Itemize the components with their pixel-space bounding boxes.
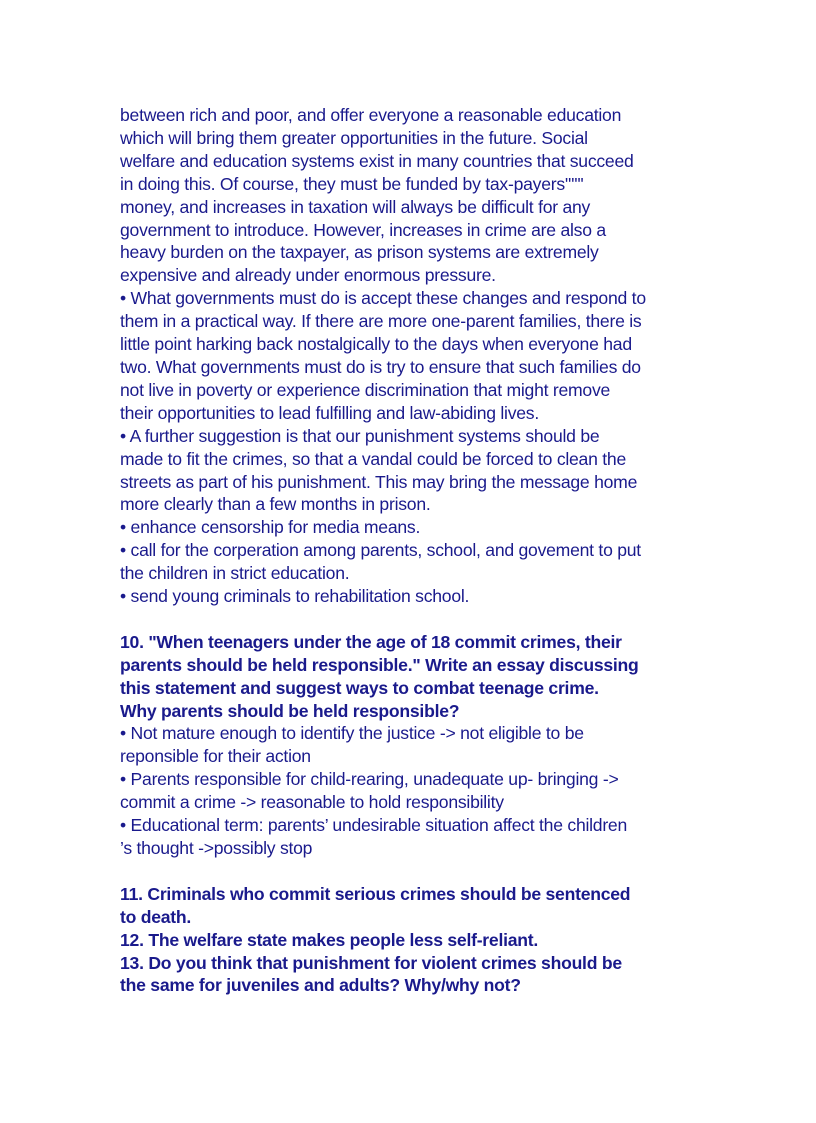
paragraph-line: heavy burden on the taxpayer, as prison systems are extremely — [120, 242, 599, 263]
heading-line: 10. "When teenagers under the age of 18 commit crimes, their — [120, 631, 622, 652]
question-line: the same for juveniles and adults? Why/why not? — [120, 975, 521, 996]
bullet-line: reponsible for their action — [120, 746, 311, 767]
list-item — [120, 722, 720, 768]
list-item — [120, 768, 720, 814]
bullet-line: ’s thought ->possibly stop — [120, 837, 313, 858]
list-item — [120, 425, 720, 517]
bullet-line: not live in poverty or experience discrimination that might remove — [120, 379, 611, 400]
list-item — [120, 585, 720, 608]
bullet-line: their opportunities to lead fulfilling and law-abiding lives. — [120, 402, 539, 423]
blank-line — [120, 608, 720, 631]
bullet-line: • Educational term: parents’ undesirable situation affect the children — [120, 815, 628, 836]
bullet-line: the children in strict education. — [120, 563, 350, 584]
bullet-line: made to fit the crimes, so that a vandal could be forced to clean the — [120, 448, 626, 469]
bullet-line: little point harking back nostalgically to the days when everyone had — [120, 334, 632, 355]
bullet-line: • A further suggestion is that our punishment systems should be — [120, 425, 600, 446]
question-10-heading — [120, 631, 720, 723]
bullet-line: two. What governments must do is try to ensure that such families do — [120, 356, 641, 377]
list-item — [120, 539, 720, 585]
paragraph-line: money, and increases in taxation will always be difficult for any — [120, 196, 591, 217]
question-10-section — [120, 631, 720, 860]
paragraph-line: expensive and already under enormous pressure. — [120, 265, 496, 286]
bullet-line: • send young criminals to rehabilitation school. — [120, 586, 470, 607]
list-item — [120, 287, 720, 424]
more-questions — [120, 883, 720, 998]
paragraph-line: which will bring them greater opportunities in the future. Social — [120, 127, 588, 148]
question-10-list — [120, 722, 720, 859]
heading-line: this statement and suggest ways to combat teenage crime. — [120, 677, 599, 698]
heading-line: parents should be held responsible." Write an essay discussing — [120, 654, 639, 675]
bullet-line: • Parents responsible for child-rearing, unadequate up- bringing -> — [120, 769, 619, 790]
bullet-line: streets as part of his punishment. This may bring the message home — [120, 471, 638, 492]
question-line: to death. — [120, 906, 192, 927]
list-item — [120, 814, 720, 860]
question-line: 12. The welfare state makes people less self-reliant. — [120, 929, 538, 950]
paragraph-line: government to introduce. However, increases in crime are also a — [120, 219, 606, 240]
list-item — [120, 516, 720, 539]
solutions-list — [120, 287, 720, 608]
bullet-line: • What governments must do is accept these changes and respond to — [120, 288, 646, 309]
blank-line — [120, 860, 720, 883]
paragraph-line: welfare and education systems exist in many countries that succeed — [120, 150, 634, 171]
paragraph-line: in doing this. Of course, they must be funded by tax-payers'''''' — [120, 173, 584, 194]
heading-line: Why parents should be held responsible? — [120, 700, 460, 721]
bullet-line: • call for the corperation among parents, school, and govement to put — [120, 540, 641, 561]
bullet-line: • enhance censorship for media means. — [120, 517, 421, 538]
intro-paragraph — [120, 104, 720, 287]
paragraph-line: between rich and poor, and offer everyone a reasonable education — [120, 105, 622, 125]
bullet-line: them in a practical way. If there are more one-parent families, there is — [120, 311, 642, 332]
bullet-line: more clearly than a few months in prison. — [120, 494, 431, 515]
bullet-line: commit a crime -> reasonable to hold responsibility — [120, 792, 504, 813]
question-line: 13. Do you think that punishment for violent crimes should be — [120, 952, 622, 973]
question-line: 11. Criminals who commit serious crimes should be sentenced — [120, 883, 631, 904]
document-page — [120, 104, 720, 997]
bullet-line: • Not mature enough to identify the justice -> not eligible to be — [120, 723, 584, 744]
